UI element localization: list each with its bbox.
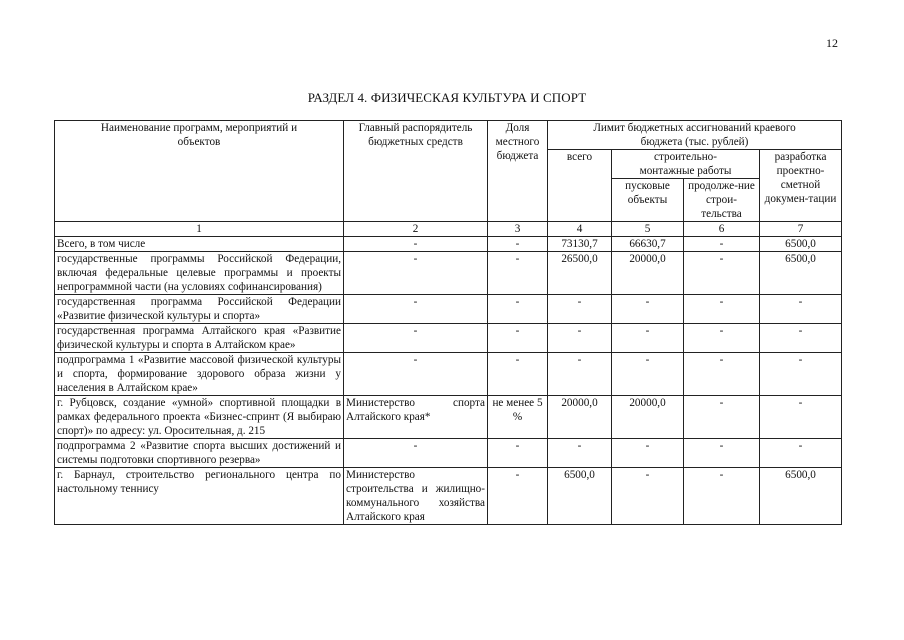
row-launch: -	[612, 468, 684, 525]
row-name: государственная программа Алтайского края «Развитие физической культуры и спорта в Алтайском крае»	[55, 324, 344, 353]
row-name: Всего, в том числе	[55, 237, 344, 252]
table-row	[55, 396, 842, 439]
header-local-share: Доля местного бюджета	[488, 121, 548, 222]
row-design: -	[760, 295, 842, 324]
table-row	[55, 295, 842, 324]
row-manager: -	[344, 237, 488, 252]
row-total: 6500,0	[548, 468, 612, 525]
row-continuing: -	[684, 295, 760, 324]
row-total: -	[548, 439, 612, 468]
column-number: 3	[488, 222, 548, 237]
row-total: -	[548, 324, 612, 353]
row-continuing: -	[684, 353, 760, 396]
table-row	[55, 324, 842, 353]
column-number: 1	[55, 222, 344, 237]
row-launch: 20000,0	[612, 252, 684, 295]
row-total: -	[548, 353, 612, 396]
row-manager: -	[344, 439, 488, 468]
row-launch: -	[612, 324, 684, 353]
row-launch: -	[612, 353, 684, 396]
row-manager: -	[344, 353, 488, 396]
table-row	[55, 252, 842, 295]
row-continuing: -	[684, 324, 760, 353]
row-continuing: -	[684, 396, 760, 439]
row-manager: Министерство спорта Алтайского края*	[344, 396, 488, 439]
column-number: 4	[548, 222, 612, 237]
header-name: Наименование программ, мероприятий и объектов	[55, 121, 344, 222]
row-share: -	[488, 468, 548, 525]
row-design: 6500,0	[760, 468, 842, 525]
row-launch: -	[612, 295, 684, 324]
row-continuing: -	[684, 468, 760, 525]
row-name: государственные программы Российской Федерации, включая федеральные целевые программы и проекты непрограммной части (на условиях софинансирования)	[55, 252, 344, 295]
row-design: 6500,0	[760, 252, 842, 295]
column-number: 6	[684, 222, 760, 237]
row-design: -	[760, 324, 842, 353]
header-construction: строительно-монтажные работы	[612, 150, 760, 179]
row-launch: 66630,7	[612, 237, 684, 252]
table-row	[55, 439, 842, 468]
row-design: 6500,0	[760, 237, 842, 252]
row-launch: 20000,0	[612, 396, 684, 439]
header-design: разработка проектно-сметной докумен-тации	[760, 150, 842, 222]
row-manager: Министерство строительства и жилищно-коммунального хозяйства Алтайского края	[344, 468, 488, 525]
row-name: подпрограмма 1 «Развитие массовой физической культуры и спорта, формирование здорового образа жизни у населения в Алтайском крае»	[55, 353, 344, 396]
column-number: 2	[344, 222, 488, 237]
column-number: 7	[760, 222, 842, 237]
row-manager: -	[344, 252, 488, 295]
page-number: 12	[826, 36, 838, 50]
column-number: 5	[612, 222, 684, 237]
budget-table	[54, 120, 842, 525]
row-total: -	[548, 295, 612, 324]
row-share: не менее 5 %	[488, 396, 548, 439]
row-share: -	[488, 353, 548, 396]
row-total: 73130,7	[548, 237, 612, 252]
row-share: -	[488, 295, 548, 324]
section-title: РАЗДЕЛ 4. ФИЗИЧЕСКАЯ КУЛЬТУРА И СПОРТ	[307, 90, 587, 105]
row-share: -	[488, 237, 548, 252]
row-continuing: -	[684, 439, 760, 468]
row-total: 20000,0	[548, 396, 612, 439]
header-continuing: продолже-ние строи-тельства	[684, 179, 760, 222]
table-row	[55, 468, 842, 525]
row-share: -	[488, 439, 548, 468]
header-limit: Лимит бюджетных ассигнований краевого бюджета (тыс. рублей)	[548, 121, 842, 150]
row-manager: -	[344, 295, 488, 324]
row-design: -	[760, 439, 842, 468]
table-header	[55, 121, 842, 237]
row-name: государственная программа Российской Федерации «Развитие физической культуры и спорта»	[55, 295, 344, 324]
row-launch: -	[612, 439, 684, 468]
row-design: -	[760, 396, 842, 439]
row-name: г. Рубцовск, создание «умной» спортивной площадки в рамках федерального проекта «Бизнес-спринт (Я выбираю спорт)» по адресу: ул. Оросительная, д. 215	[55, 396, 344, 439]
column-number-row	[55, 222, 842, 237]
header-launch: пусковые объекты	[612, 179, 684, 222]
row-continuing: -	[684, 252, 760, 295]
row-share: -	[488, 324, 548, 353]
table-row	[55, 237, 842, 252]
table-row	[55, 353, 842, 396]
row-name: подпрограмма 2 «Развитие спорта высших достижений и системы подготовки спортивного резерва»	[55, 439, 344, 468]
row-continuing: -	[684, 237, 760, 252]
row-name: г. Барнаул, строительство регионального центра по настольному теннису	[55, 468, 344, 525]
header-total: всего	[548, 150, 612, 222]
row-design: -	[760, 353, 842, 396]
header-manager: Главный распорядитель бюджетных средств	[344, 121, 488, 222]
row-share: -	[488, 252, 548, 295]
row-manager: -	[344, 324, 488, 353]
row-total: 26500,0	[548, 252, 612, 295]
